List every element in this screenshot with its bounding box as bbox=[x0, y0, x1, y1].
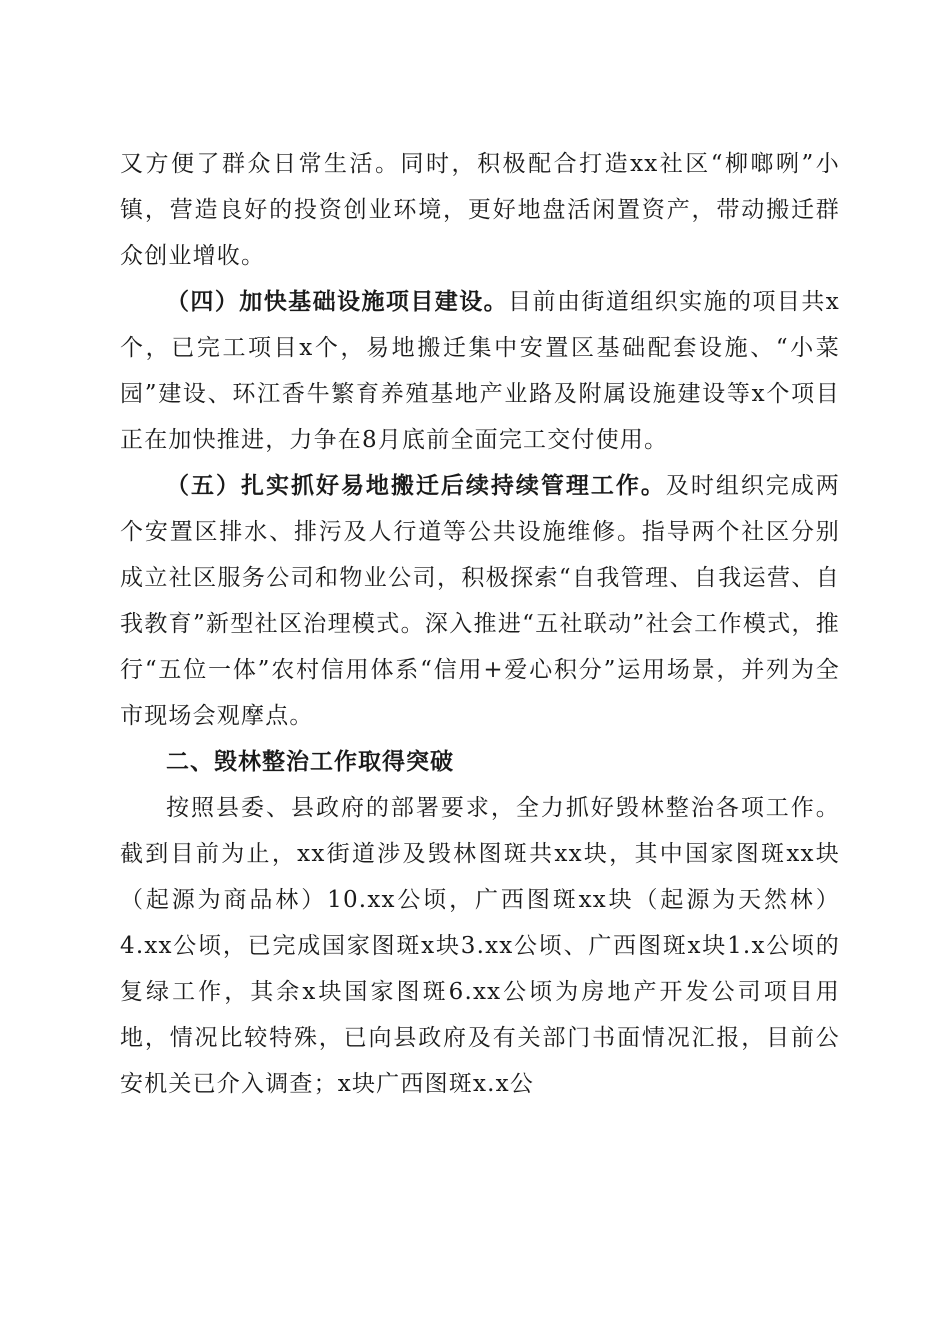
document-body bbox=[120, 141, 840, 1107]
paragraph-text: 按照县委、县政府的部署要求，全力抓好毁林整治各项工作。截到目前为止，xx街道涉及毁林图斑共xx块，其中国家图斑xx块（起源为商品林）10.xx公顷，广西图斑xx块（起源为天然林）4.xx公顷，已完成国家图斑x块3.xx公顷、广西图斑x块1.x公顷的复绿工作，其余x块国家图斑6.xx公顷为房地产开发公司项目用地，情况比较特殊，已向县政府及有关部门书面情况汇报，目前公安机关已介入调查；x块广西图斑x.x公 bbox=[120, 795, 840, 1097]
paragraph-lead-relocation: （五）扎实抓好易地搬迁后续持续管理工作。 bbox=[166, 472, 666, 499]
paragraph-relocation-management bbox=[120, 463, 840, 739]
section-heading: 二、毁林整治工作取得突破 bbox=[166, 749, 454, 775]
paragraph-continuation bbox=[120, 141, 840, 279]
paragraph-text: 又方便了群众日常生活。同时，积极配合打造xx社区“柳啷咧”小镇，营造良好的投资创业环境，更好地盘活闲置资产，带动搬迁群众创业增收。 bbox=[120, 151, 840, 269]
paragraph-infrastructure bbox=[120, 279, 840, 463]
paragraph-lead-infrastructure: （四）加快基础设施项目建设。 bbox=[166, 288, 509, 315]
paragraph-deforestation bbox=[120, 785, 840, 1107]
paragraph-text: 目前由街道组织实施的项目共x个，已完工项目x个，易地搬迁集中安置区基础配套设施、“小菜园”建设、环江香牛繁育养殖基地产业路及附属设施建设等x个项目正在加快推进，力争在8月底前全面完工交付使用。 bbox=[120, 289, 840, 453]
paragraph-text: 及时组织完成两个安置区排水、排污及人行道等公共设施维修。指导两个社区分别成立社区服务公司和物业公司，积极探索“自我管理、自我运营、自我教育”新型社区治理模式。深入推进“五社联动”社会工作模式，推行“五位一体”农村信用体系“信用+爱心积分”运用场景，并列为全市现场会观摩点。 bbox=[120, 473, 840, 729]
